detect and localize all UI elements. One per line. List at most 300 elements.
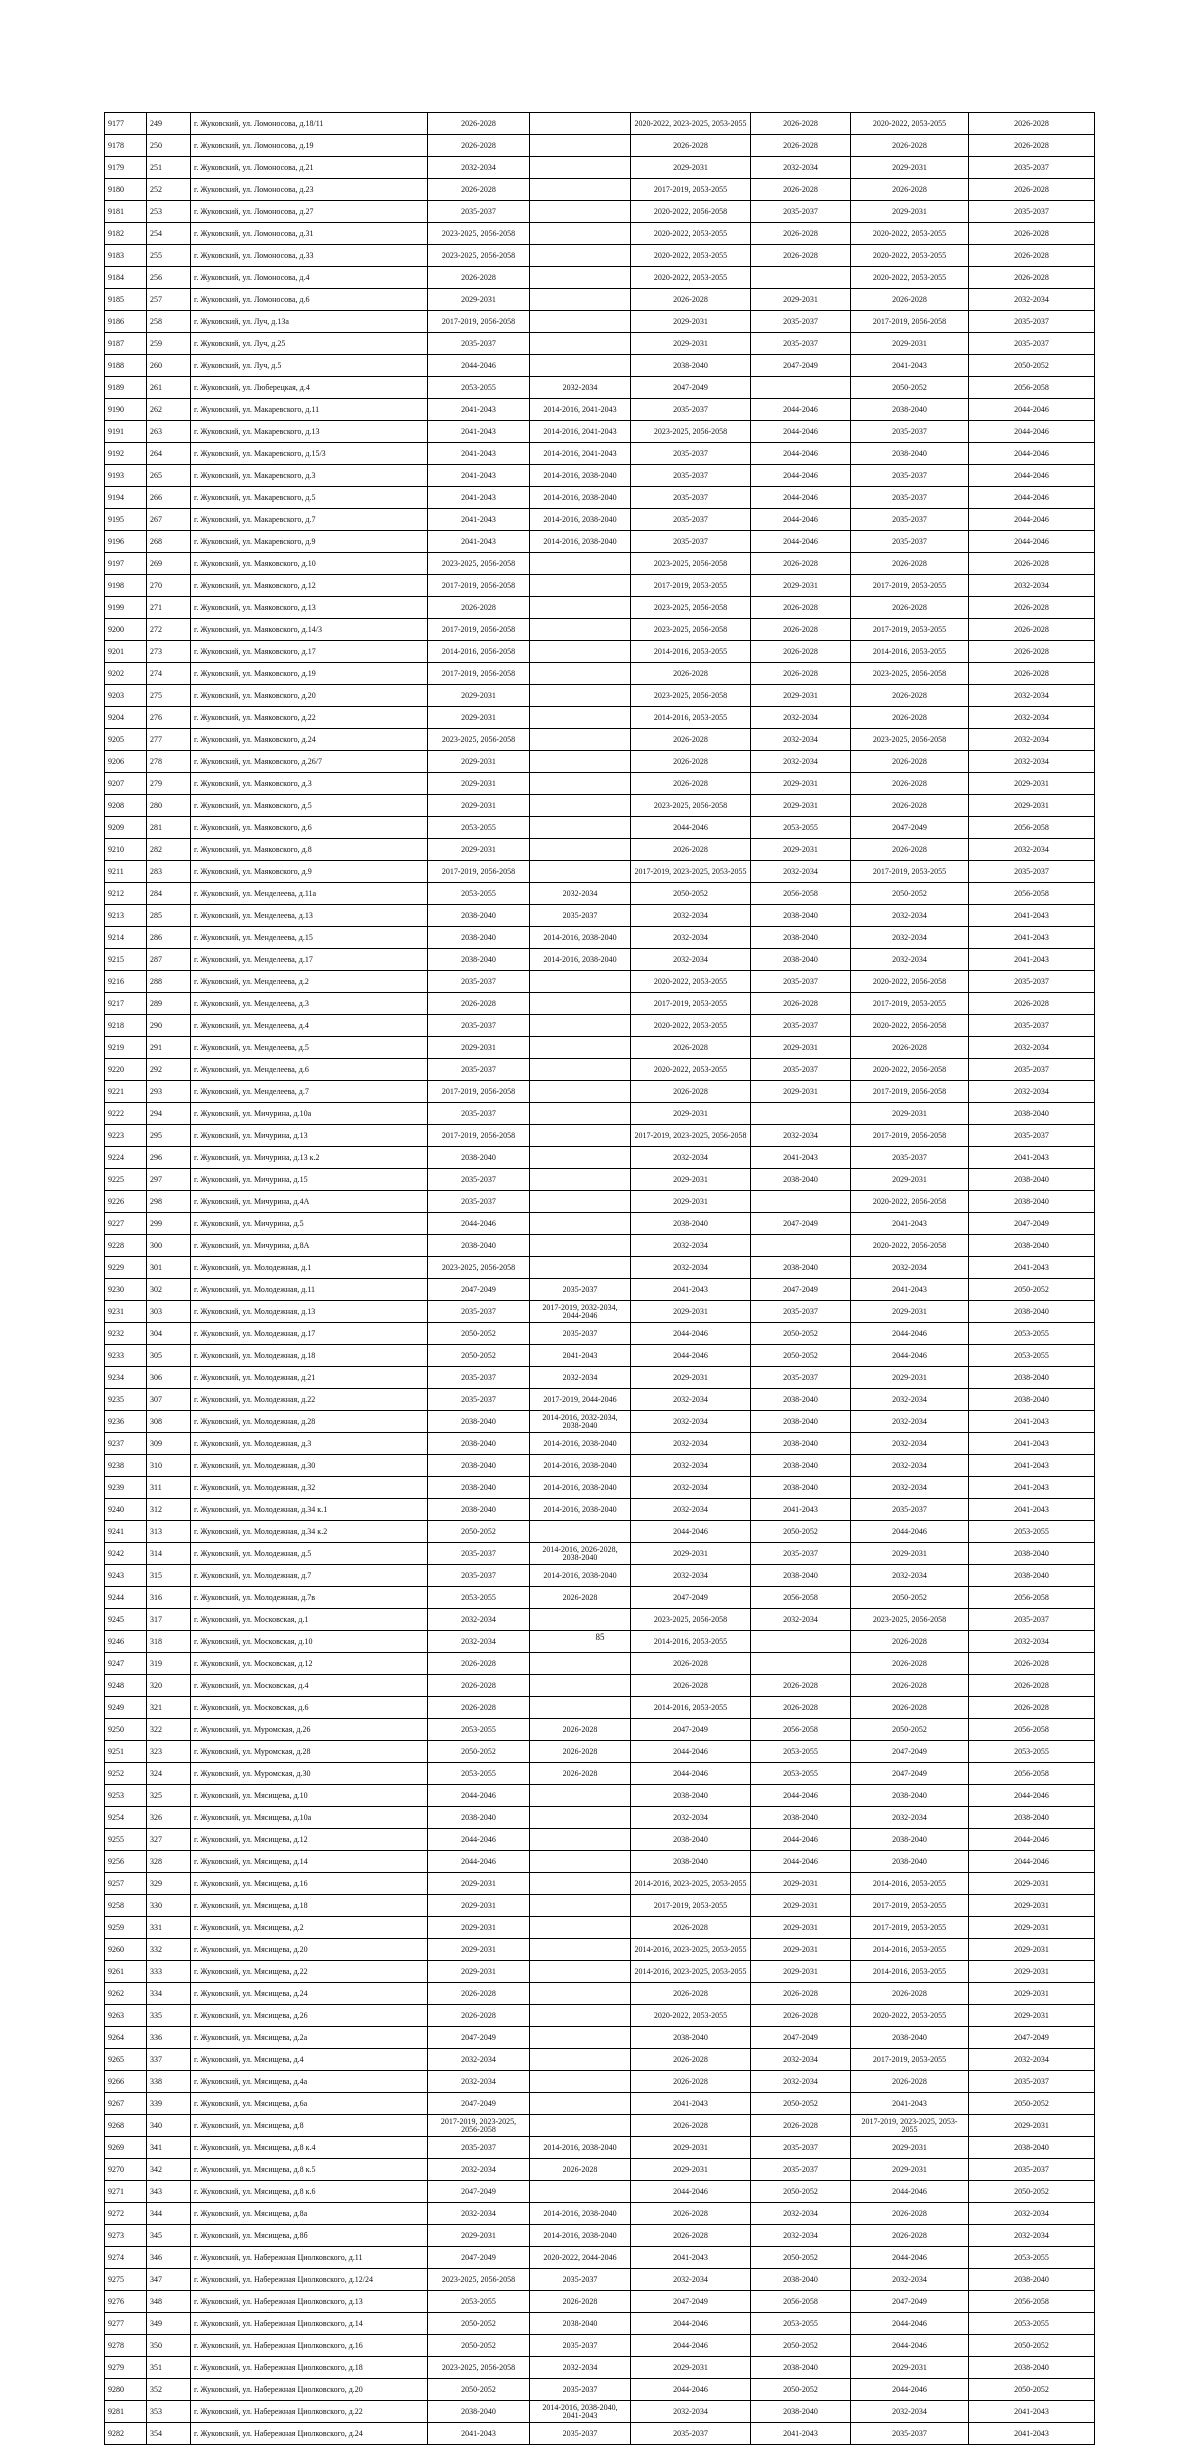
cell-period-col-4: 2041-2043 <box>428 465 530 487</box>
cell-period-col-9: 2038-2040 <box>969 1367 1095 1389</box>
cell-period-col-8: 2041-2043 <box>851 1279 969 1301</box>
cell-row-number: 9201 <box>105 641 147 663</box>
cell-item-number: 310 <box>147 1455 191 1477</box>
table-row <box>105 1037 1095 1059</box>
cell-period-col-9: 2035-2037 <box>969 157 1095 179</box>
cell-period-col-5 <box>530 1895 631 1917</box>
cell-address: г. Жуковский, ул. Молодежная, д.18 <box>191 1345 428 1367</box>
cell-period-col-4: 2032-2034 <box>428 2071 530 2093</box>
cell-period-col-8: 2020-2022, 2056-2058 <box>851 971 969 993</box>
cell-period-col-5: 2014-2016, 2038-2040 <box>530 1499 631 1521</box>
cell-address: г. Жуковский, ул. Мясищева, д.2а <box>191 2027 428 2049</box>
cell-row-number: 9256 <box>105 1851 147 1873</box>
cell-period-col-6: 2026-2028 <box>631 1653 751 1675</box>
cell-period-col-4: 2041-2043 <box>428 399 530 421</box>
cell-period-col-7: 2050-2052 <box>751 2335 851 2357</box>
cell-period-col-8: 2047-2049 <box>851 2291 969 2313</box>
table-row <box>105 1213 1095 1235</box>
cell-period-col-5 <box>530 157 631 179</box>
cell-period-col-5: 2026-2028 <box>530 1763 631 1785</box>
table-row <box>105 2291 1095 2313</box>
cell-period-col-9: 2056-2058 <box>969 883 1095 905</box>
cell-period-col-6: 2044-2046 <box>631 2181 751 2203</box>
cell-address: г. Жуковский, ул. Московская, д.6 <box>191 1697 428 1719</box>
cell-period-col-4: 2026-2028 <box>428 993 530 1015</box>
cell-period-col-4: 2035-2037 <box>428 1565 530 1587</box>
cell-period-col-5 <box>530 861 631 883</box>
cell-address: г. Жуковский, ул. Маяковского, д.14/3 <box>191 619 428 641</box>
cell-row-number: 9259 <box>105 1917 147 1939</box>
cell-period-col-4: 2032-2034 <box>428 2203 530 2225</box>
cell-row-number: 9215 <box>105 949 147 971</box>
cell-address: г. Жуковский, ул. Молодежная, д.11 <box>191 1279 428 1301</box>
cell-period-col-5: 2035-2037 <box>530 1323 631 1345</box>
cell-period-col-6: 2035-2037 <box>631 2423 751 2445</box>
cell-address: г. Жуковский, ул. Мичурина, д.4А <box>191 1191 428 1213</box>
cell-period-col-6: 2026-2028 <box>631 2203 751 2225</box>
cell-address: г. Жуковский, ул. Маяковского, д.17 <box>191 641 428 663</box>
cell-period-col-7: 2029-2031 <box>751 1873 851 1895</box>
cell-address: г. Жуковский, ул. Маяковского, д.19 <box>191 663 428 685</box>
cell-period-col-7: 2026-2028 <box>751 2005 851 2027</box>
cell-row-number: 9244 <box>105 1587 147 1609</box>
cell-row-number: 9226 <box>105 1191 147 1213</box>
cell-item-number: 341 <box>147 2137 191 2159</box>
cell-period-col-7: 2029-2031 <box>751 1917 851 1939</box>
cell-period-col-7: 2056-2058 <box>751 1719 851 1741</box>
cell-period-col-9: 2044-2046 <box>969 399 1095 421</box>
cell-period-col-9: 2044-2046 <box>969 421 1095 443</box>
cell-item-number: 271 <box>147 597 191 619</box>
cell-period-col-7: 2047-2049 <box>751 2027 851 2049</box>
table-row <box>105 1565 1095 1587</box>
cell-period-col-5: 2014-2016, 2038-2040 <box>530 2225 631 2247</box>
cell-period-col-5: 2032-2034 <box>530 2357 631 2379</box>
cell-period-col-5 <box>530 575 631 597</box>
cell-period-col-8: 2029-2031 <box>851 1103 969 1125</box>
cell-period-col-7: 2047-2049 <box>751 1279 851 1301</box>
cell-row-number: 9210 <box>105 839 147 861</box>
cell-row-number: 9222 <box>105 1103 147 1125</box>
cell-period-col-4: 2035-2037 <box>428 2137 530 2159</box>
cell-period-col-9: 2038-2040 <box>969 1235 1095 1257</box>
table-row <box>105 2049 1095 2071</box>
page-number: 85 <box>595 1632 605 1642</box>
cell-item-number: 333 <box>147 1961 191 1983</box>
cell-period-col-5 <box>530 1675 631 1697</box>
cell-row-number: 9203 <box>105 685 147 707</box>
cell-period-col-8: 2029-2031 <box>851 1169 969 1191</box>
cell-row-number: 9239 <box>105 1477 147 1499</box>
cell-period-col-7: 2029-2031 <box>751 575 851 597</box>
cell-period-col-8: 2017-2019, 2056-2058 <box>851 311 969 333</box>
cell-period-col-6: 2035-2037 <box>631 465 751 487</box>
cell-period-col-5 <box>530 795 631 817</box>
cell-item-number: 256 <box>147 267 191 289</box>
cell-period-col-5: 2014-2016, 2038-2040 <box>530 1433 631 1455</box>
cell-row-number: 9221 <box>105 1081 147 1103</box>
cell-period-col-5 <box>530 311 631 333</box>
cell-period-col-7: 2029-2031 <box>751 839 851 861</box>
cell-item-number: 316 <box>147 1587 191 1609</box>
cell-period-col-7: 2026-2028 <box>751 1675 851 1697</box>
cell-period-col-7: 2047-2049 <box>751 1213 851 1235</box>
cell-row-number: 9253 <box>105 1785 147 1807</box>
cell-row-number: 9206 <box>105 751 147 773</box>
table-row <box>105 1389 1095 1411</box>
table-row <box>105 1917 1095 1939</box>
cell-item-number: 337 <box>147 2049 191 2071</box>
cell-period-col-4: 2017-2019, 2056-2058 <box>428 861 530 883</box>
cell-row-number: 9264 <box>105 2027 147 2049</box>
cell-row-number: 9189 <box>105 377 147 399</box>
cell-period-col-6: 2026-2028 <box>631 1675 751 1697</box>
cell-row-number: 9202 <box>105 663 147 685</box>
cell-period-col-9: 2035-2037 <box>969 861 1095 883</box>
cell-period-col-4: 2053-2055 <box>428 377 530 399</box>
cell-row-number: 9271 <box>105 2181 147 2203</box>
cell-period-col-5 <box>530 1037 631 1059</box>
cell-period-col-7: 2026-2028 <box>751 245 851 267</box>
cell-period-col-6: 2020-2022, 2053-2055 <box>631 223 751 245</box>
cell-period-col-6: 2029-2031 <box>631 1191 751 1213</box>
cell-row-number: 9258 <box>105 1895 147 1917</box>
cell-item-number: 283 <box>147 861 191 883</box>
cell-period-col-9: 2041-2043 <box>969 1499 1095 1521</box>
cell-period-col-6: 2017-2019, 2023-2025, 2056-2058 <box>631 1125 751 1147</box>
cell-period-col-8: 2038-2040 <box>851 443 969 465</box>
cell-period-col-4: 2029-2031 <box>428 2225 530 2247</box>
cell-period-col-8: 2017-2019, 2056-2058 <box>851 1125 969 1147</box>
cell-period-col-4: 2050-2052 <box>428 1741 530 1763</box>
table-row <box>105 1587 1095 1609</box>
cell-period-col-9: 2029-2031 <box>969 1917 1095 1939</box>
cell-period-col-8: 2041-2043 <box>851 2093 969 2115</box>
table-row <box>105 2115 1095 2137</box>
cell-period-col-4: 2035-2037 <box>428 971 530 993</box>
table-row <box>105 1961 1095 1983</box>
cell-period-col-8: 2014-2016, 2053-2055 <box>851 1961 969 1983</box>
cell-period-col-6: 2020-2022, 2053-2055 <box>631 267 751 289</box>
cell-period-col-7: 2032-2034 <box>751 2203 851 2225</box>
cell-period-col-4: 2050-2052 <box>428 1521 530 1543</box>
cell-period-col-5 <box>530 2049 631 2071</box>
table-row <box>105 1499 1095 1521</box>
cell-period-col-8: 2029-2031 <box>851 201 969 223</box>
cell-period-col-4: 2023-2025, 2056-2058 <box>428 2357 530 2379</box>
cell-period-col-8: 2020-2022, 2056-2058 <box>851 1015 969 1037</box>
table-row <box>105 2225 1095 2247</box>
cell-period-col-6: 2014-2016, 2023-2025, 2053-2055 <box>631 1961 751 1983</box>
cell-period-col-4: 2032-2034 <box>428 157 530 179</box>
table-body <box>105 113 1095 2445</box>
cell-period-col-8: 2026-2028 <box>851 773 969 795</box>
cell-period-col-9: 2026-2028 <box>969 113 1095 135</box>
cell-period-col-5 <box>530 1983 631 2005</box>
cell-address: г. Жуковский, ул. Мясищева, д.8 к.4 <box>191 2137 428 2159</box>
cell-period-col-8: 2026-2028 <box>851 1697 969 1719</box>
cell-period-col-5: 2032-2034 <box>530 883 631 905</box>
cell-period-col-4: 2047-2049 <box>428 1279 530 1301</box>
cell-period-col-8: 2029-2031 <box>851 333 969 355</box>
cell-period-col-9: 2041-2043 <box>969 1477 1095 1499</box>
table-row <box>105 289 1095 311</box>
cell-period-col-5: 2035-2037 <box>530 2423 631 2445</box>
cell-period-col-7: 2038-2040 <box>751 1411 851 1433</box>
cell-period-col-5 <box>530 113 631 135</box>
cell-period-col-9: 2041-2043 <box>969 2401 1095 2423</box>
cell-period-col-4: 2026-2028 <box>428 1675 530 1697</box>
cell-period-col-4: 2029-2031 <box>428 1873 530 1895</box>
cell-period-col-8: 2035-2037 <box>851 2423 969 2445</box>
cell-period-col-7: 2041-2043 <box>751 2423 851 2445</box>
cell-row-number: 9231 <box>105 1301 147 1323</box>
cell-period-col-6: 2029-2031 <box>631 1103 751 1125</box>
cell-period-col-6: 2044-2046 <box>631 1323 751 1345</box>
cell-period-col-6: 2020-2022, 2053-2055 <box>631 1015 751 1037</box>
cell-period-col-9: 2038-2040 <box>969 2357 1095 2379</box>
cell-period-col-8: 2050-2052 <box>851 1587 969 1609</box>
cell-address: г. Жуковский, ул. Московская, д.10 <box>191 1631 428 1653</box>
table-row <box>105 2203 1095 2225</box>
cell-period-col-8: 2020-2022, 2053-2055 <box>851 223 969 245</box>
cell-period-col-9: 2044-2046 <box>969 465 1095 487</box>
cell-item-number: 306 <box>147 1367 191 1389</box>
cell-period-col-8: 2023-2025, 2056-2058 <box>851 663 969 685</box>
cell-address: г. Жуковский, ул. Набережная Циолковского, д.20 <box>191 2379 428 2401</box>
cell-row-number: 9182 <box>105 223 147 245</box>
table-row <box>105 1829 1095 1851</box>
cell-period-col-4: 2050-2052 <box>428 2379 530 2401</box>
table-row <box>105 927 1095 949</box>
cell-period-col-7: 2029-2031 <box>751 1037 851 1059</box>
cell-period-col-7: 2056-2058 <box>751 1587 851 1609</box>
cell-period-col-7: 2032-2034 <box>751 751 851 773</box>
cell-address: г. Жуковский, ул. Маяковского, д.5 <box>191 795 428 817</box>
cell-item-number: 277 <box>147 729 191 751</box>
cell-period-col-6: 2044-2046 <box>631 2335 751 2357</box>
cell-period-col-9: 2026-2028 <box>969 641 1095 663</box>
cell-period-col-5 <box>530 817 631 839</box>
cell-period-col-9: 2026-2028 <box>969 597 1095 619</box>
cell-period-col-4: 2017-2019, 2056-2058 <box>428 619 530 641</box>
cell-row-number: 9177 <box>105 113 147 135</box>
table-row <box>105 1367 1095 1389</box>
cell-period-col-6: 2017-2019, 2053-2055 <box>631 993 751 1015</box>
cell-row-number: 9265 <box>105 2049 147 2071</box>
cell-period-col-6: 2029-2031 <box>631 311 751 333</box>
cell-row-number: 9278 <box>105 2335 147 2357</box>
cell-period-col-6: 2026-2028 <box>631 2225 751 2247</box>
cell-period-col-8: 2017-2019, 2053-2055 <box>851 1917 969 1939</box>
table-row <box>105 553 1095 575</box>
cell-period-col-8: 2017-2019, 2056-2058 <box>851 1081 969 1103</box>
cell-period-col-9: 2026-2028 <box>969 993 1095 1015</box>
table-row <box>105 377 1095 399</box>
table-row <box>105 575 1095 597</box>
table-row <box>105 311 1095 333</box>
cell-period-col-4: 2023-2025, 2056-2058 <box>428 223 530 245</box>
cell-period-col-4: 2029-2031 <box>428 685 530 707</box>
cell-period-col-6: 2026-2028 <box>631 751 751 773</box>
cell-period-col-4: 2047-2049 <box>428 2247 530 2269</box>
cell-period-col-6: 2032-2034 <box>631 1257 751 1279</box>
table-row <box>105 2379 1095 2401</box>
cell-period-col-8: 2029-2031 <box>851 157 969 179</box>
cell-row-number: 9179 <box>105 157 147 179</box>
table-row <box>105 817 1095 839</box>
cell-period-col-4: 2029-2031 <box>428 1037 530 1059</box>
cell-period-col-9: 2029-2031 <box>969 773 1095 795</box>
cell-item-number: 292 <box>147 1059 191 1081</box>
cell-item-number: 331 <box>147 1917 191 1939</box>
table-row <box>105 465 1095 487</box>
cell-row-number: 9199 <box>105 597 147 619</box>
cell-period-col-5: 2026-2028 <box>530 2291 631 2313</box>
cell-period-col-7: 2035-2037 <box>751 1367 851 1389</box>
cell-item-number: 339 <box>147 2093 191 2115</box>
table-row <box>105 949 1095 971</box>
cell-period-col-6: 2029-2031 <box>631 1301 751 1323</box>
cell-period-col-7: 2038-2040 <box>751 927 851 949</box>
cell-period-col-7: 2053-2055 <box>751 2313 851 2335</box>
cell-address: г. Жуковский, ул. Молодежная, д.32 <box>191 1477 428 1499</box>
cell-item-number: 282 <box>147 839 191 861</box>
cell-period-col-8: 2035-2037 <box>851 465 969 487</box>
cell-period-col-9: 2056-2058 <box>969 1763 1095 1785</box>
cell-period-col-9: 2056-2058 <box>969 1719 1095 1741</box>
cell-period-col-9: 2056-2058 <box>969 2291 1095 2313</box>
cell-item-number: 266 <box>147 487 191 509</box>
cell-period-col-7: 2026-2028 <box>751 113 851 135</box>
cell-row-number: 9236 <box>105 1411 147 1433</box>
table-row <box>105 333 1095 355</box>
cell-period-col-8: 2029-2031 <box>851 2137 969 2159</box>
cell-period-col-9: 2041-2043 <box>969 2423 1095 2445</box>
cell-period-col-4: 2038-2040 <box>428 1499 530 1521</box>
cell-period-col-7: 2035-2037 <box>751 201 851 223</box>
cell-period-col-7: 2032-2034 <box>751 707 851 729</box>
cell-period-col-8: 2017-2019, 2053-2055 <box>851 1895 969 1917</box>
cell-period-col-6: 2026-2028 <box>631 773 751 795</box>
cell-row-number: 9282 <box>105 2423 147 2445</box>
cell-item-number: 329 <box>147 1873 191 1895</box>
cell-row-number: 9269 <box>105 2137 147 2159</box>
table-row <box>105 509 1095 531</box>
cell-period-col-6: 2014-2016, 2023-2025, 2053-2055 <box>631 1873 751 1895</box>
cell-period-col-9: 2035-2037 <box>969 311 1095 333</box>
cell-period-col-7: 2050-2052 <box>751 1323 851 1345</box>
cell-period-col-8: 2026-2028 <box>851 553 969 575</box>
cell-period-col-7: 2044-2046 <box>751 1829 851 1851</box>
cell-period-col-5: 2014-2016, 2041-2043 <box>530 443 631 465</box>
cell-item-number: 308 <box>147 1411 191 1433</box>
cell-item-number: 259 <box>147 333 191 355</box>
cell-address: г. Жуковский, ул. Молодежная, д.3 <box>191 1433 428 1455</box>
cell-period-col-6: 2044-2046 <box>631 1345 751 1367</box>
cell-address: г. Жуковский, ул. Маяковского, д.24 <box>191 729 428 751</box>
cell-address: г. Жуковский, ул. Мясищева, д.16 <box>191 1873 428 1895</box>
cell-period-col-6: 2032-2034 <box>631 949 751 971</box>
cell-period-col-6: 2017-2019, 2053-2055 <box>631 1895 751 1917</box>
cell-period-col-8: 2044-2046 <box>851 2247 969 2269</box>
cell-item-number: 270 <box>147 575 191 597</box>
cell-period-col-8: 2032-2034 <box>851 1389 969 1411</box>
cell-period-col-9: 2041-2043 <box>969 1455 1095 1477</box>
cell-period-col-8: 2029-2031 <box>851 1301 969 1323</box>
cell-period-col-9: 2041-2043 <box>969 1433 1095 1455</box>
table-row <box>105 1851 1095 1873</box>
cell-period-col-6: 2038-2040 <box>631 2027 751 2049</box>
cell-period-col-6: 2038-2040 <box>631 1213 751 1235</box>
cell-item-number: 335 <box>147 2005 191 2027</box>
cell-period-col-6: 2035-2037 <box>631 509 751 531</box>
cell-address: г. Жуковский, ул. Муромская, д.26 <box>191 1719 428 1741</box>
cell-address: г. Жуковский, ул. Макаревского, д.5 <box>191 487 428 509</box>
cell-period-col-5 <box>530 1125 631 1147</box>
cell-period-col-5: 2035-2037 <box>530 2335 631 2357</box>
cell-period-col-6: 2032-2034 <box>631 2401 751 2423</box>
cell-period-col-8: 2026-2028 <box>851 685 969 707</box>
cell-row-number: 9260 <box>105 1939 147 1961</box>
cell-period-col-8: 2041-2043 <box>851 1213 969 1235</box>
cell-item-number: 343 <box>147 2181 191 2203</box>
cell-row-number: 9241 <box>105 1521 147 1543</box>
cell-period-col-5 <box>530 1851 631 1873</box>
cell-period-col-5 <box>530 179 631 201</box>
cell-period-col-9: 2035-2037 <box>969 1609 1095 1631</box>
cell-item-number: 309 <box>147 1433 191 1455</box>
cell-period-col-7: 2029-2031 <box>751 685 851 707</box>
cell-period-col-8: 2026-2028 <box>851 597 969 619</box>
cell-period-col-4: 2023-2025, 2056-2058 <box>428 2269 530 2291</box>
cell-period-col-9: 2044-2046 <box>969 487 1095 509</box>
cell-period-col-5 <box>530 1939 631 1961</box>
cell-row-number: 9273 <box>105 2225 147 2247</box>
cell-period-col-9: 2026-2028 <box>969 135 1095 157</box>
table-row <box>105 1169 1095 1191</box>
cell-period-col-4: 2017-2019, 2056-2058 <box>428 1125 530 1147</box>
cell-item-number: 255 <box>147 245 191 267</box>
cell-period-col-5: 2014-2016, 2041-2043 <box>530 399 631 421</box>
cell-period-col-4: 2044-2046 <box>428 1213 530 1235</box>
cell-address: г. Жуковский, ул. Маяковского, д.13 <box>191 597 428 619</box>
cell-address: г. Жуковский, ул. Ломоносова, д.18/11 <box>191 113 428 135</box>
cell-period-col-4: 2053-2055 <box>428 1719 530 1741</box>
cell-period-col-9: 2026-2028 <box>969 1675 1095 1697</box>
cell-period-col-6: 2020-2022, 2053-2055 <box>631 1059 751 1081</box>
cell-row-number: 9281 <box>105 2401 147 2423</box>
cell-period-col-8: 2020-2022, 2053-2055 <box>851 113 969 135</box>
cell-period-col-6: 2017-2019, 2053-2055 <box>631 575 751 597</box>
cell-period-col-6: 2047-2049 <box>631 2291 751 2313</box>
cell-period-col-7: 2035-2037 <box>751 2137 851 2159</box>
cell-item-number: 269 <box>147 553 191 575</box>
cell-period-col-6: 2038-2040 <box>631 1851 751 1873</box>
cell-period-col-8: 2026-2028 <box>851 1983 969 2005</box>
cell-period-col-9: 2047-2049 <box>969 1213 1095 1235</box>
cell-period-col-7: 2038-2040 <box>751 1389 851 1411</box>
cell-item-number: 351 <box>147 2357 191 2379</box>
cell-item-number: 290 <box>147 1015 191 1037</box>
cell-period-col-4: 2017-2019, 2023-2025, 2056-2058 <box>428 2115 530 2137</box>
cell-period-col-5 <box>530 751 631 773</box>
cell-address: г. Жуковский, ул. Набережная Циолковского, д.22 <box>191 2401 428 2423</box>
cell-period-col-6: 2023-2025, 2056-2058 <box>631 553 751 575</box>
cell-period-col-6: 2050-2052 <box>631 883 751 905</box>
cell-item-number: 319 <box>147 1653 191 1675</box>
cell-item-number: 347 <box>147 2269 191 2291</box>
